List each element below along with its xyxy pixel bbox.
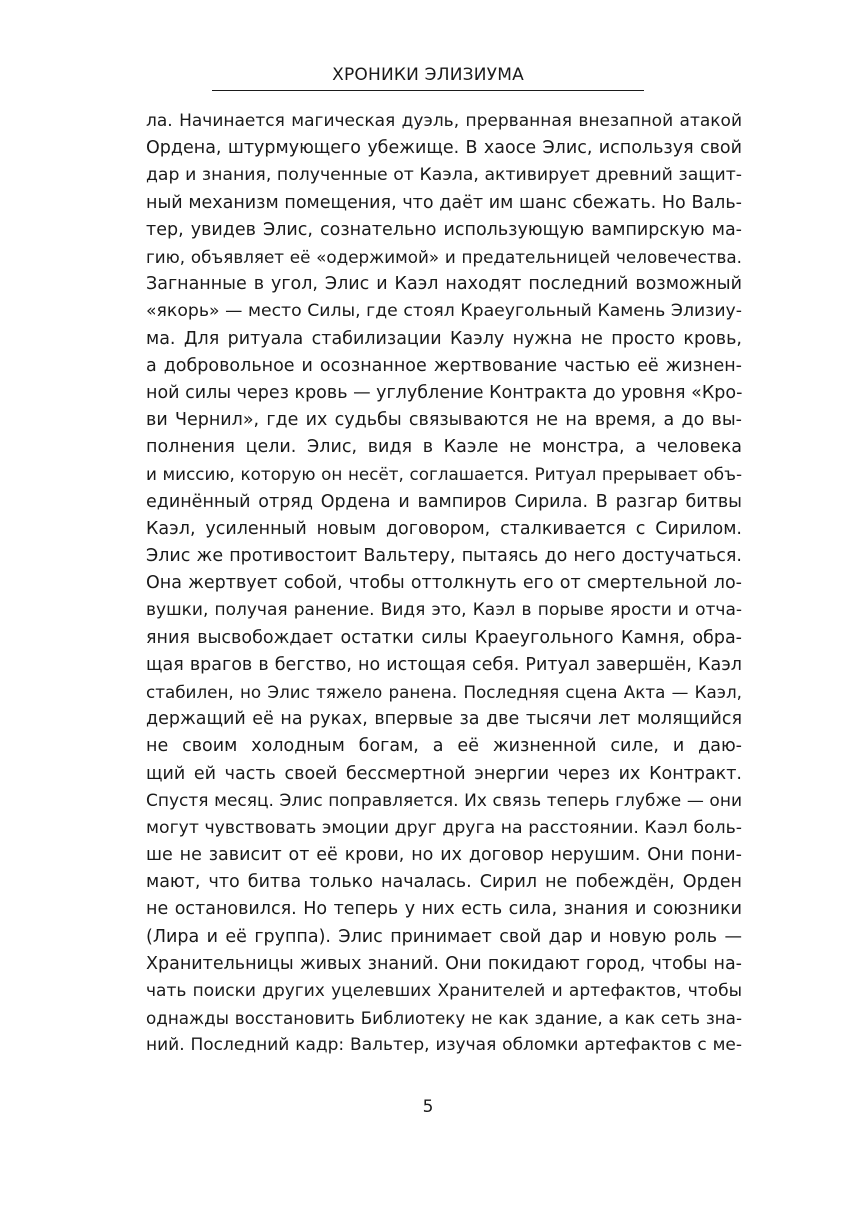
text-line: яния высвобождает остатки силы Краеугольного Камня, обра- bbox=[146, 627, 742, 648]
text-line: Хранительницы живых знаний. Они покидают город, чтобы на- bbox=[146, 953, 742, 974]
text-line: ный механизм помещения, что даёт им шанс сбежать. Но Валь- bbox=[146, 192, 742, 213]
running-head: ХРОНИКИ ЭЛИЗИУМА bbox=[332, 65, 524, 85]
text-line: Элис же противостоит Вальтеру, пытаясь до него достучаться. bbox=[146, 546, 742, 566]
text-line: дар и знания, полученные от Каэла, активирует древний защит- bbox=[146, 165, 742, 186]
text-line: не остановился. Но теперь у них есть сила, знания и союзники bbox=[146, 899, 742, 920]
text-line: ний. Последний кадр: Вальтер, изучая обломки артефактов с ме- bbox=[146, 1035, 742, 1056]
text-line: мают, что битва только началась. Сирил не побеждён, Орден bbox=[146, 872, 742, 893]
text-line: могут чувствовать эмоции друг друга на расстоянии. Каэл боль- bbox=[146, 817, 742, 838]
text-line: чать поиски других уцелевших Хранителей и артефактов, чтобы bbox=[146, 981, 742, 1001]
text-line: (Лира и её группа). Элис принимает свой дар и новую роль — bbox=[146, 926, 742, 947]
text-line: держащий её на руках, впервые за две тысячи лет молящийся bbox=[146, 709, 742, 730]
body-text bbox=[146, 108, 742, 1060]
text-line: гию, объявляет её «одержимой» и предательницей человечества. bbox=[146, 246, 742, 267]
text-line: а добровольное и осознанное жертвование частью её жизнен- bbox=[146, 355, 742, 376]
text-line: щий ей часть своей бессмертной энергии через их Контракт. bbox=[146, 763, 742, 784]
text-line: однажды восстановить Библиотеку не как здание, а как сеть зна- bbox=[146, 1008, 742, 1029]
text-line: Ордена, штурмующего убежище. В хаосе Элис, используя свой bbox=[146, 138, 742, 159]
text-line: ви Чернил», где их судьбы связываются не на время, а до вы- bbox=[146, 410, 742, 431]
header-rule bbox=[212, 90, 644, 91]
text-line: полнения цели. Элис, видя в Каэле не монстра, а человека bbox=[146, 437, 742, 458]
text-line: вушки, получая ранение. Видя это, Каэл в порыве ярости и отча- bbox=[146, 600, 742, 621]
text-line: ной силы через кровь — углубление Контракта до уровня «Кро- bbox=[146, 382, 743, 403]
page-number: 5 bbox=[422, 1097, 434, 1117]
text-line: стабилен, но Элис тяжело ранена. Последняя сцена Акта — Каэл, bbox=[146, 681, 742, 702]
text-line: единённый отряд Ордена и вампиров Сирила. В разгар битвы bbox=[146, 491, 742, 512]
text-line: щая врагов в бегство, но истощая себя. Ритуал завершён, Каэл bbox=[146, 654, 742, 675]
text-line: не своим холодным богам, а её жизненной силе, и даю- bbox=[146, 736, 742, 757]
text-line: и миссию, которую он несёт, соглашается. Ритуал прерывает объ- bbox=[146, 464, 742, 485]
text-line: «якорь» — место Силы, где стоял Краеугольный Камень Элизиу- bbox=[146, 301, 742, 322]
text-line: Каэл, усиленный новым договором, сталкивается с Сирилом. bbox=[146, 518, 742, 539]
text-line: тер, увидев Элис, сознательно использующую вампирскую ма- bbox=[146, 219, 742, 240]
text-line: Она жертвует собой, чтобы оттолкнуть его от смертельной ло- bbox=[146, 573, 742, 594]
text-line: ла. Начинается магическая дуэль, прерванная внезапной атакой bbox=[146, 111, 742, 131]
text-line: Загнанные в угол, Элис и Каэл находят последний возможный bbox=[146, 274, 742, 295]
text-line: Спустя месяц. Элис поправляется. Их связь теперь глубже — они bbox=[146, 790, 742, 811]
text-line: ше не зависит от её крови, но их договор нерушим. Они пони- bbox=[146, 845, 742, 866]
text-line: ма. Для ритуала стабилизации Каэлу нужна не просто кровь, bbox=[146, 328, 742, 349]
